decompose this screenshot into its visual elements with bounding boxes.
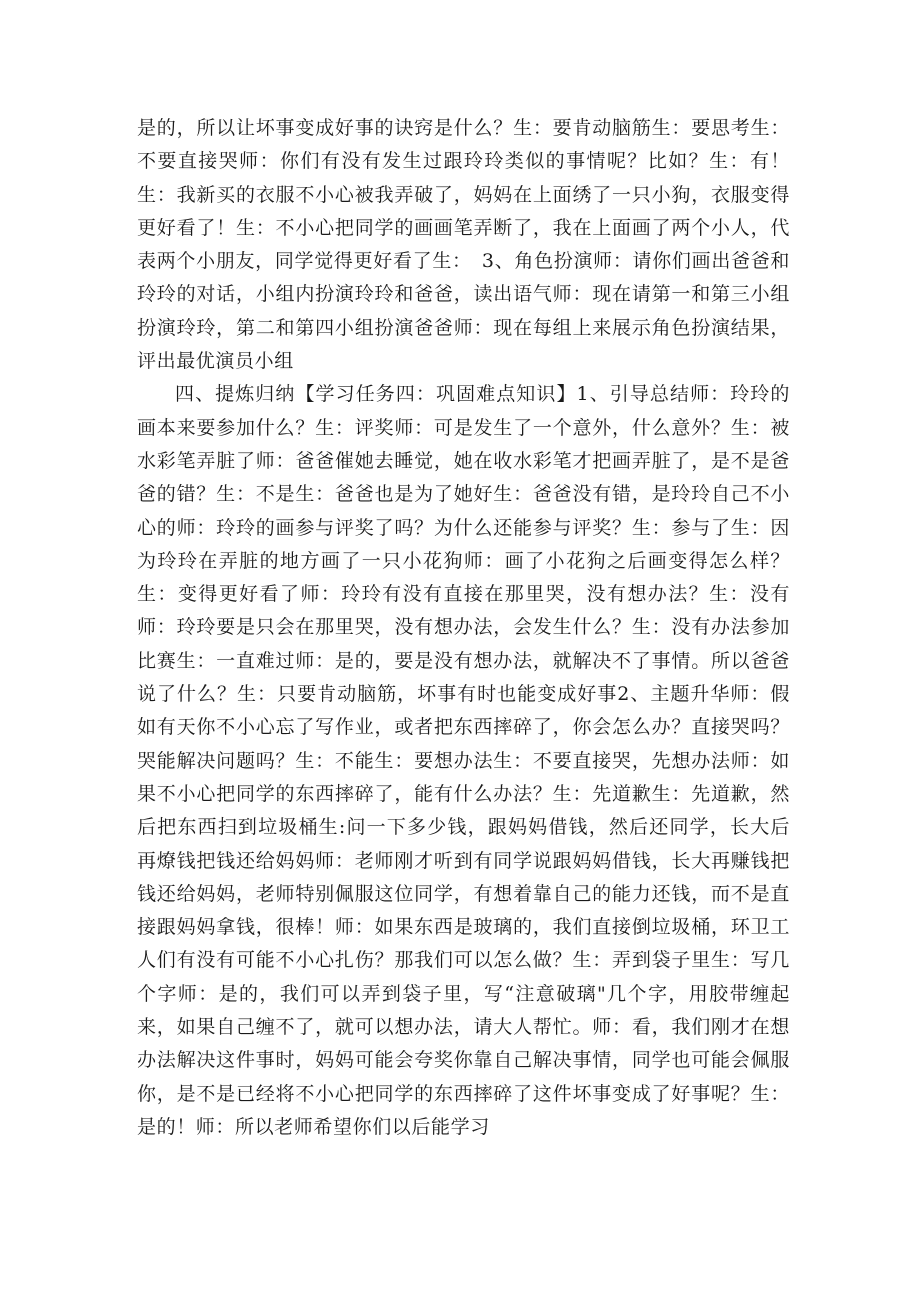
paragraph-1: 是的，所以让坏事变成好事的诀窍是什么？生：要肯动脑筋生：要思考生：不要直接哭师：你们有没有发生过跟玲玲类似的事情呢？比如？生：有！生：我新买的衣服不小心被我弄破了，妈妈在上面绣了一只小狗，衣服变得更好看了！生：不小心把同学的画画笔弄断了，我在上面画了两个小人，代表两个小朋友，同学觉得更好看了生： 3、角色扮演师：请你们画出爸爸和玲玲的对话，小组内扮演玲玲和爸爸，读出语气师：现在请第一和第三小组扮演玲玲，第二和第四小组扮演爸爸师：现在每组上来展示角色扮演结果，评出最优演员小组 (137, 117, 790, 373)
paragraph-2: 四、提炼归纳【学习任务四：巩固难点知识】1、引导总结师：玲玲的画本来要参加什么？生：评奖师：可是发生了一个意外，什么意外？生：被水彩笔弄脏了师：爸爸催她去睡觉，她在收水彩笔才把画弄脏了，是不是爸爸的错？生：不是生：爸爸也是为了她好生：爸爸没有错，是玲玲自己不小心的师：玲玲的画参与评奖了吗？为什么还能参与评奖？生：参与了生：因为玲玲在弄脏的地方画了一只小花狗师：画了小花狗之后画变得怎么样？生：变得更好看了师：玲玲有没有直接在那里哭，没有想办法？生：没有师：玲玲要是只会在那里哭，没有想办法，会发生什么？生：没有办法参加比赛生：一直难过师：是的，要是没有想办法，就解决不了事情。所以爸爸说了什么？生：只要肯动脑筋，坏事有时也能变成好事2、主题升华师：假如有天你不小心忘了写作业，或者把东西摔碎了，你会怎么办？直接哭吗？哭能解决问题吗？生：不能生：要想办法生：不要直接哭，先想办法师：如果不小心把同学的东西摔碎了，能有什么办法？生：先道歉生：先道歉，然后把东西扫到垃圾桶生:问一下多少钱，跟妈妈借钱，然后还同学，长大后再燎钱把钱还给妈妈师：老师刚才听到有同学说跟妈妈借钱，长大再赚钱把钱还给妈妈，老师特别佩服这位同学，有想着靠自己的能力还钱，而不是直接跟妈妈拿钱，很棒！师：如果东西是玻璃的，我们直接倒垃圾桶，环卫工人们有没有可能不小心扎伤？那我们可以怎么做？生：弄到袋子里生：写几个字师：是的，我们可以弄到袋子里，写“注意破璃"几个字，用胶带缠起来，如果自己缠不了，就可以想办法，请大人帮忙。师：看，我们刚才在想办法解决这件事时，妈妈可能会夸奖你靠自己解决事情，同学也可能会佩服你，是不是已经将不小心把同学的东西摔碎了这件坏事变成了好事呢？生：是的！师：所以老师希望你们以后能学习 (137, 383, 790, 1138)
document-body (137, 112, 790, 1144)
